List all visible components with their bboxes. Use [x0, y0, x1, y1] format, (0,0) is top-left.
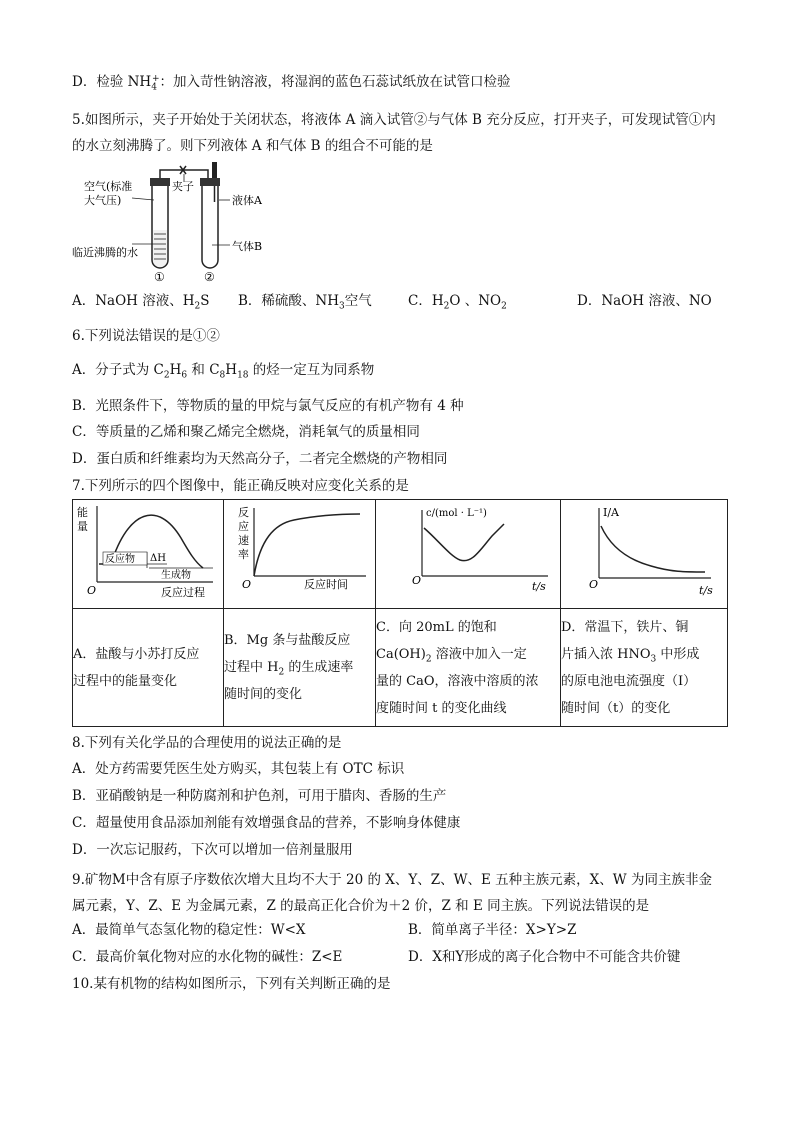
graph-d-origin: O [589, 578, 599, 591]
graph-b-ylabel-2: 应 [238, 520, 249, 533]
rate-time-graph [224, 500, 375, 604]
graph-c-cell [376, 500, 561, 609]
q7-c-line-1: C．向 20mL 的饱和 [376, 619, 497, 635]
energy-diagram [73, 500, 223, 604]
graph-c-origin: O [412, 574, 422, 587]
q7-option-a [73, 609, 224, 727]
graph-b-ylabel-4: 率 [238, 548, 249, 561]
graph-a-ylabel-1: 能 [77, 506, 88, 519]
q6-option-d: D．蛋白质和纤维素均为天然高分子，二者完全燃烧的产物相同 [72, 451, 448, 467]
q7-c-line-2: $Ca(OH)_2$ 溶液中加入一定 [376, 646, 527, 665]
fig-air-label-2: 大气压) [84, 194, 122, 207]
graph-c-ylabel: c/(mol · L⁻¹) [426, 508, 487, 519]
q7-a-line-2: 过程中的能量变化 [73, 673, 178, 689]
fig-air-label-1: 空气(标准 [84, 180, 133, 193]
q6-option-a: A．分子式为 $C_2H_6$ 和 $C_8H_{18}$ 的烃一定互为同系物 [72, 362, 375, 381]
q7-graph-table [72, 499, 728, 727]
q7-stem: 7.下列所示的四个图像中，能正确反映对应变化关系的是 [72, 478, 409, 494]
reactant-label: 反应物 [105, 554, 135, 565]
q9-option-b: B．简单离子半径：X>Y>Z [408, 922, 577, 938]
graph-a-cell [73, 500, 224, 609]
q6-stem: 6.下列说法错误的是①② [72, 328, 220, 344]
graph-d-ylabel: I/A [603, 506, 619, 519]
q7-c-line-4: 度随时间 t 的变化曲线 [376, 700, 507, 716]
q5-stem: 5.如图所示，夹子开始处于关闭状态，将液体 A 滴入试管②与气体 B 充分反应，打开夹子，可发现试管①内的水立刻沸腾了。则下列液体 A 和气体 B 的组合不可能的是 [72, 112, 716, 154]
fig-water-label: 临近沸腾的水 [72, 246, 138, 259]
q7-d-line-3: 的原电池电流强度（I） [561, 673, 697, 689]
q7-option-b [224, 609, 376, 727]
graph-d-xlabel: t/s [699, 584, 713, 597]
q6-option-b: B．光照条件下，等物质的量的甲烷与氯气反应的有机产物有 4 种 [72, 398, 464, 414]
q7-option-c [376, 609, 561, 727]
q4-option-d: D．检验 $NH_4^+$：加入苛性钠溶液，将湿润的蓝色石蕊试纸放在试管口检验 [72, 73, 511, 93]
q7-d-line-4: 随时间（t）的变化 [561, 700, 671, 716]
q9-option-a: A．最简单气态氢化物的稳定性：W<X [72, 922, 306, 938]
q8-stem: 8.下列有关化学品的合理使用的说法正确的是 [72, 735, 342, 751]
q9-option-d: D．X和Y形成的离子化合物中不可能含共价键 [408, 949, 681, 965]
q7-d-line-2: 片插入浓 $HNO_3$ 中形成 [561, 646, 700, 665]
graph-a-xlabel: 反应过程 [161, 586, 205, 599]
q5-option-c: C．$H_2O$ 、$NO_2$ [408, 293, 507, 312]
q7-option-d [561, 609, 728, 727]
q10-stem: 10.某有机物的结构如图所示，下列有关判断正确的是 [72, 976, 391, 992]
q5-option-d: D．NaOH 溶液、NO [577, 293, 712, 309]
q8-option-c: C．超量使用食品添加剂能有效增强食品的营养，不影响身体健康 [72, 815, 461, 831]
graph-d-cell [561, 500, 728, 609]
q7-b-line-1: B．Mg 条与盐酸反应 [224, 633, 351, 648]
fig-gas-b-label: 气体B [232, 240, 263, 253]
q7-d-line-1: D．常温下，铁片、铜 [561, 619, 689, 635]
fig-liquid-a-label: 液体A [232, 194, 262, 207]
product-label: 生成物 [161, 570, 191, 581]
q8-option-b: B．亚硝酸钠是一种防腐剂和护色剂，可用于腊肉、香肠的生产 [72, 788, 447, 804]
graph-b-xlabel: 反应时间 [304, 578, 348, 591]
fig-tube-1-label: ① [154, 270, 165, 284]
fig-tube-2-label: ② [204, 270, 215, 284]
q7-b-line-3: 随时间的变化 [224, 687, 303, 702]
q9-option-c: C．最高价氧化物对应的水化物的碱性：Z<E [72, 949, 343, 965]
q9-stem: 9.矿物M中含有原子序数依次增大且均不大于 20 的 X、Y、Z、W、E 五种主族元素，X、W 为同主族非金属元素，Y、Z、E 为金属元素，Z 的最高正化合价为＋2 价，Z 和 E 同主族。下列说法错误的是 [72, 872, 712, 914]
concentration-time-graph [376, 500, 560, 604]
fig-clip-label: 夹子 [172, 180, 194, 193]
q5-option-b: B．稀硫酸、$NH_3$空气 [238, 293, 372, 312]
graph-b-ylabel-3: 速 [238, 534, 249, 547]
q8-option-a: A．处方药需要凭医生处方购买，其包装上有 OTC 标识 [72, 761, 405, 777]
q5-apparatus-figure [72, 160, 272, 285]
delta-h-label: ΔH [150, 553, 166, 564]
q5-option-a: A．NaOH 溶液、$H_2S$ [72, 293, 210, 312]
graph-a-ylabel-2: 量 [77, 520, 88, 533]
q8-option-d: D．一次忘记服药，下次可以增加一倍剂量服用 [72, 842, 353, 858]
graph-b-origin: O [242, 578, 252, 591]
q7-b-line-2: 过程中 $H_2$ 的生成速率 [224, 660, 354, 678]
graph-a-origin: O [87, 584, 97, 597]
q6-option-c: C．等质量的乙烯和聚乙烯完全燃烧，消耗氧气的质量相同 [72, 424, 420, 440]
current-time-graph [561, 500, 727, 604]
graph-b-ylabel-1: 反 [238, 506, 249, 519]
graph-b-cell [224, 500, 376, 609]
graph-c-xlabel: t/s [532, 580, 546, 593]
q7-a-line-1: A．盐酸与小苏打反应 [73, 646, 200, 662]
q7-c-line-3: 量的 CaO，溶液中溶质的浓 [376, 673, 539, 689]
